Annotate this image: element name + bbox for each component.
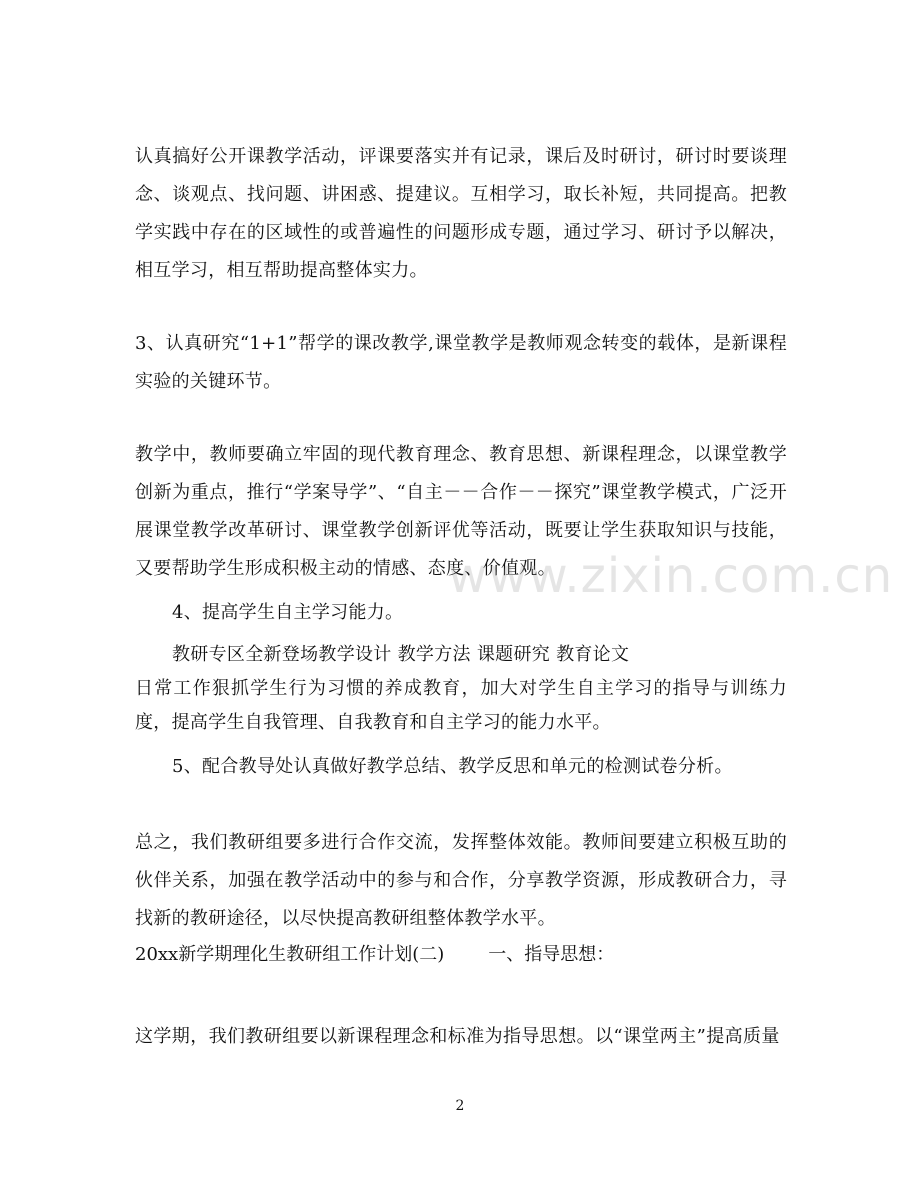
paragraph-daily-work: 日常工作狠抓学生行为习惯的养成教育，加大对学生自主学习的指导与训练力度，提高学生自我管理、自我教育和自主学习的能力水平。 xyxy=(135,678,787,733)
watermark: www.zixin.com.cn xyxy=(448,548,894,604)
paragraph-1: 认真搞好公开课教学活动，评课要落实并有记录，课后及时研讨，研讨时要谈理念、谈观点、找问题、讲困惑、提建议。互相学习，取长补短，共同提高。把教学实践中存在的区域性的或普遍性的问题形成专题，通过学习、研讨予以解决，相互学习，相互帮助提高整体实力。 xyxy=(135,146,787,281)
section-title: 20xx新学期理化生教研组工作计划(二) xyxy=(135,944,445,965)
section-subtitle: 一、指导思想： xyxy=(488,944,615,965)
paragraph-item-3: 3、认真研究“1+1”帮学的课改教学,课堂教学是教师观念转变的载体，是新课程实验的关键环节。 xyxy=(135,333,787,392)
paragraph-item-4: 4、提高学生自主学习能力。 xyxy=(172,602,404,623)
promo-line: 教研专区全新登场教学设计 教学方法 课题研究 教育论文 xyxy=(172,644,630,665)
paragraph-item-5: 5、配合教导处认真做好教学总结、教学反思和单元的检测试卷分析。 xyxy=(172,756,733,777)
page-number: 2 xyxy=(455,1098,465,1114)
paragraph-teaching: 教学中，教师要确立牢固的现代教育理念、教育思想、新课程理念，以课堂教学创新为重点，推行“学案导学”、“自主－－合作－－探究”课堂教学模式，广泛开展课堂教学改革研讨、课堂教学创新评优等活动，既要让学生获取知识与技能，又要帮助学生形成积极主动的情感、态度、价值观。 xyxy=(135,444,787,579)
section-heading xyxy=(135,940,795,970)
paragraph-summary: 总之，我们教研组要多进行合作交流，发挥整体效能。教师间要建立积极互助的伙伴关系，加强在教学活动中的参与和合作，分享教学资源，形成教研合力，寻找新的教研途径，以尽快提高教研组整体教学水平。 xyxy=(135,832,787,929)
paragraph-this-term: 这学期，我们教研组要以新课程理念和标准为指导思想。以“课堂两主”提高质量 xyxy=(135,1026,780,1047)
